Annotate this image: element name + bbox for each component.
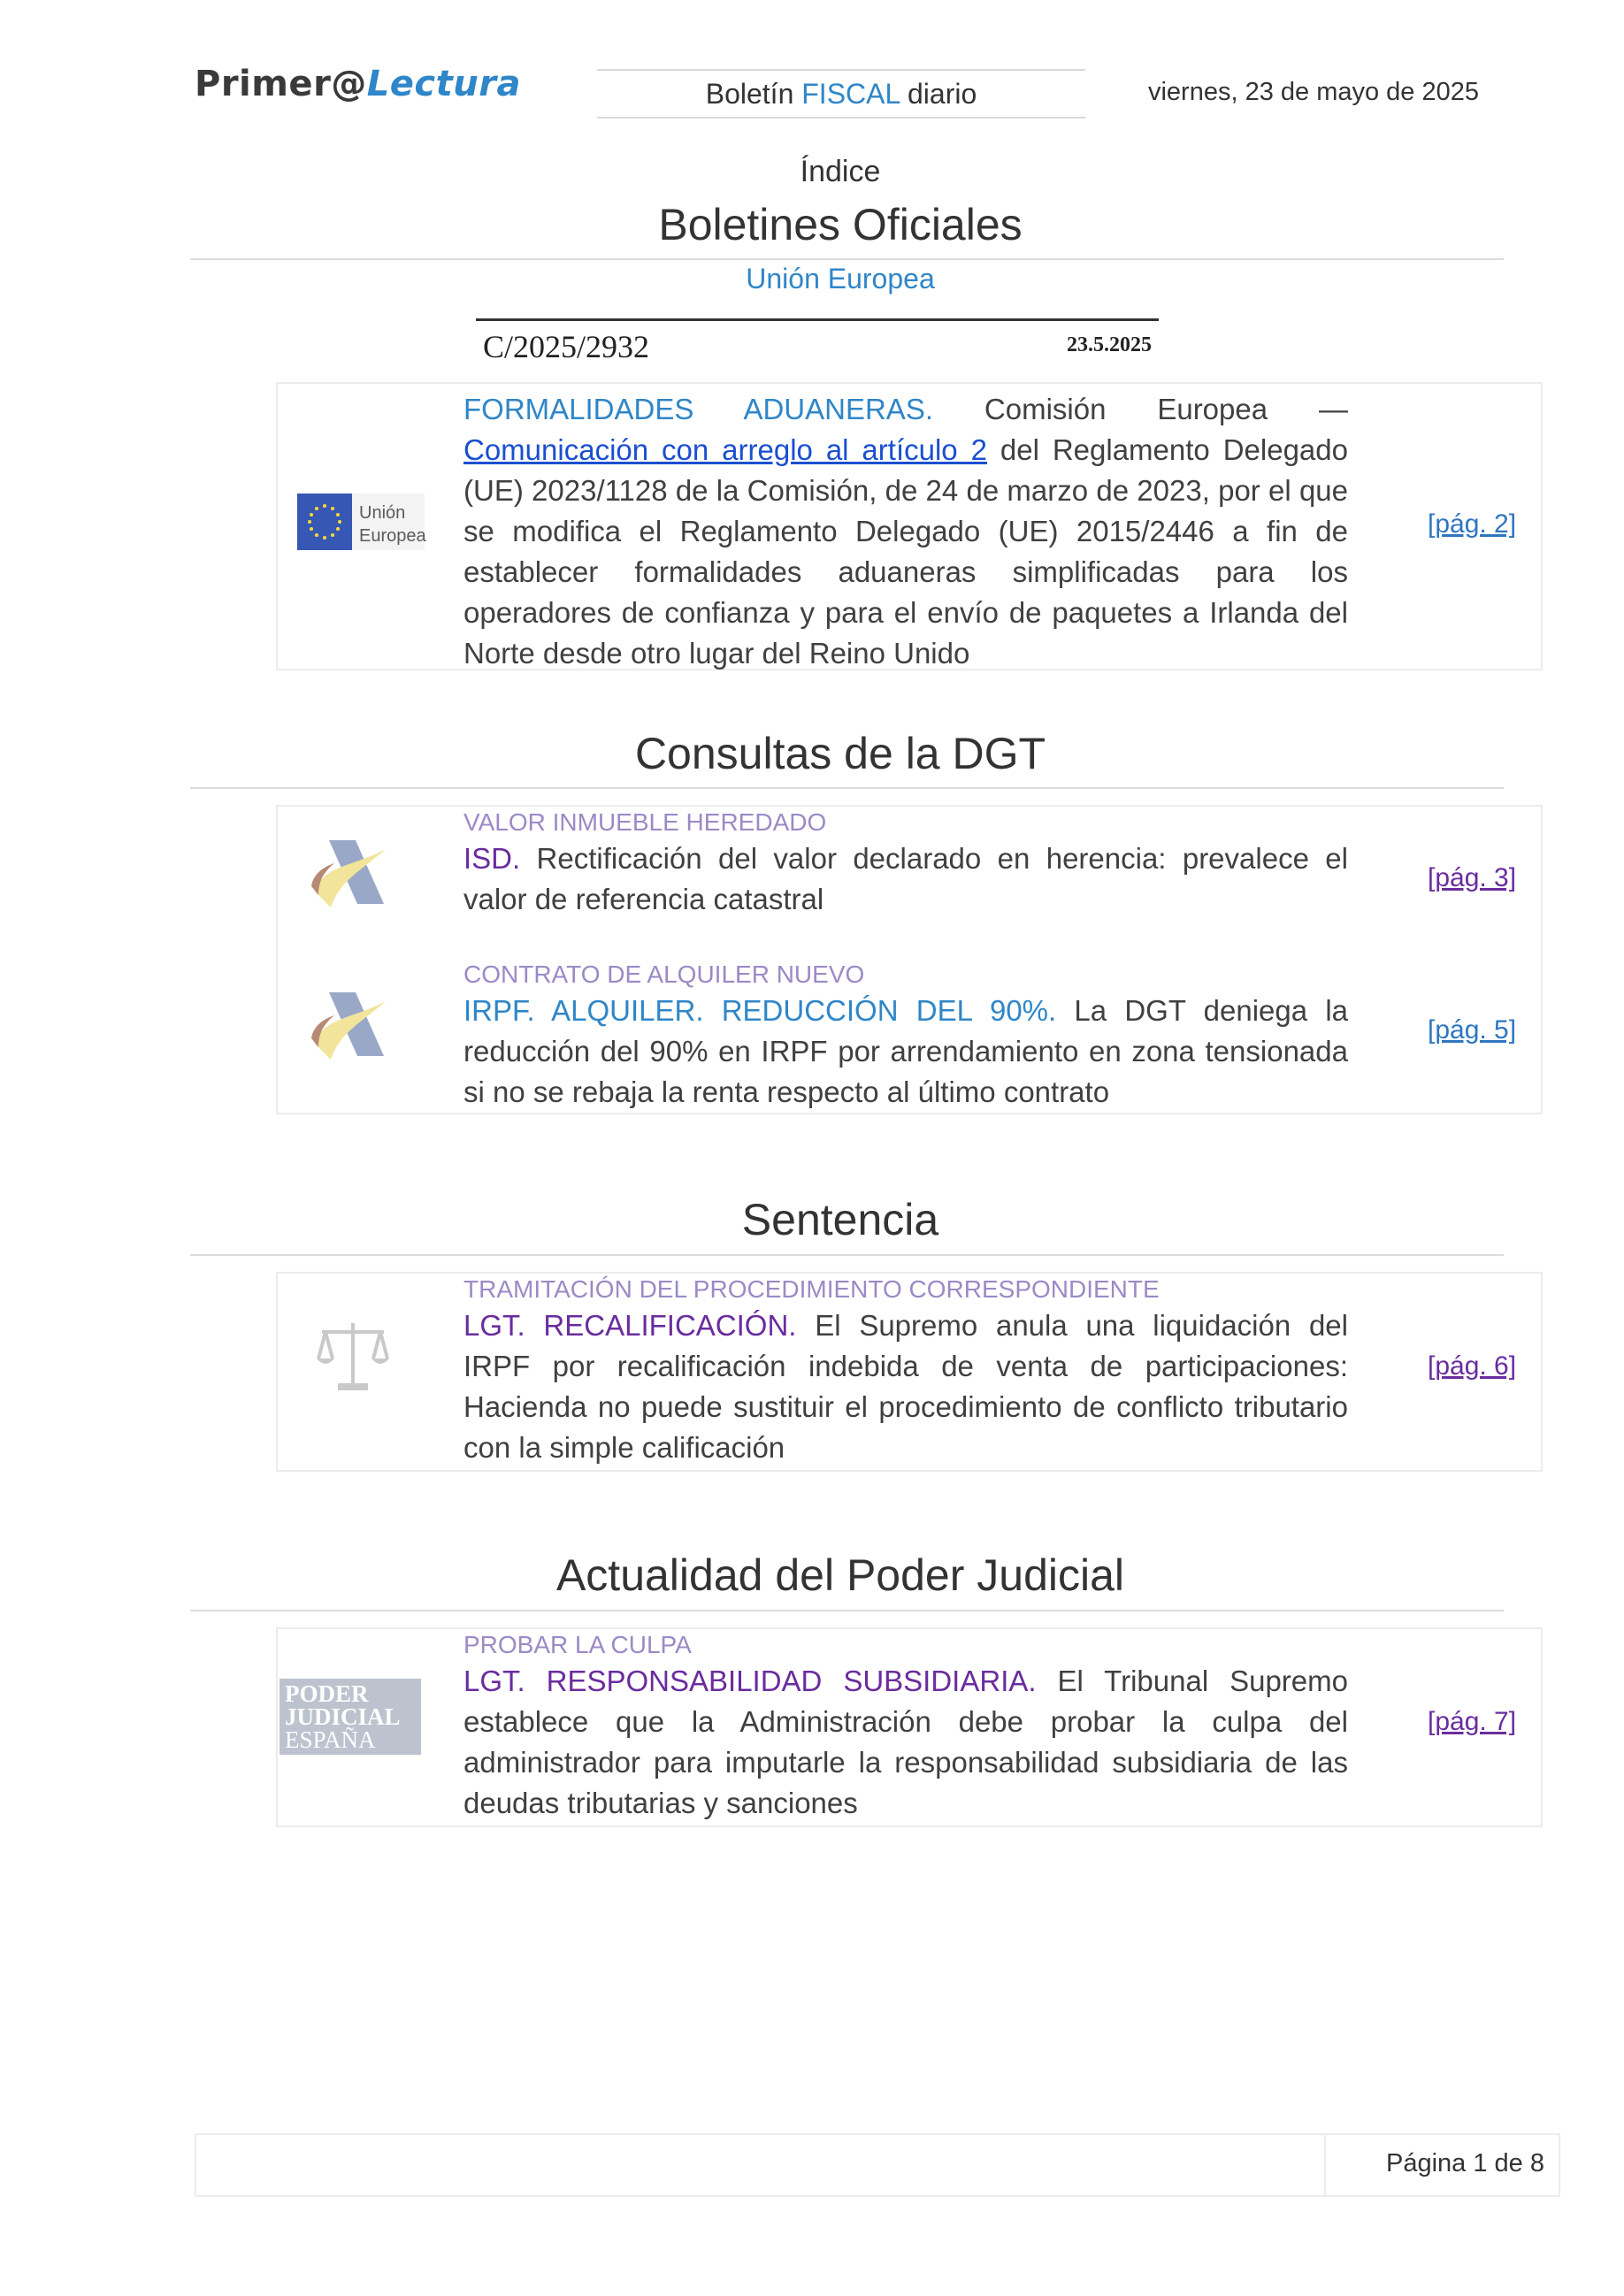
section-divider: [190, 1254, 1504, 1256]
entry-rest: El Supremo anula una liquidación del IRPF por recalificación indebida de venta de participaciones: Hacienda no puede sustituir el procedimiento de conflicto tributario con la simple calificación: [463, 1309, 1348, 1464]
section-divider: [190, 1610, 1504, 1611]
section-title-sentencia: Sentencia: [741, 1195, 939, 1244]
logo-part1: Primer@: [195, 64, 367, 104]
scales-of-justice-icon: [313, 1318, 393, 1397]
poder-judicial-logo-line3: ESPAÑA: [285, 1726, 376, 1753]
footer-separator: [1324, 2135, 1326, 2195]
subsection-union-europea: Unión Europea: [746, 263, 935, 295]
entry-tag: LGT. RECALIFICACIÓN.: [463, 1309, 797, 1342]
doue-reference-strip: [476, 318, 1159, 367]
bulletin-suffix: diario: [900, 78, 977, 110]
page-link-label[interactable]: [pág. 7]: [1428, 1707, 1517, 1736]
list-item: [278, 807, 1541, 957]
page-number: Página 1 de 8: [1386, 2149, 1544, 2177]
entry-rest: El Tribunal Supremo establece que la Administración debe probar la culpa del administrador para imputarle la responsabilidad subsidiaria de las deudas tributarias y sanciones: [463, 1665, 1348, 1819]
comunicacion-link[interactable]: Comunicación con arreglo al artículo 2: [463, 433, 987, 466]
page-link-label[interactable]: [pág. 6]: [1428, 1351, 1517, 1381]
card-dgt: [276, 805, 1543, 1114]
section-title-poder-judicial: Actualidad del Poder Judicial: [555, 1550, 1125, 1600]
section-divider: [190, 258, 1504, 260]
entry-tag: ISD.: [463, 842, 521, 875]
section-divider: [190, 787, 1504, 789]
page-footer: [195, 2133, 1560, 2197]
section-title-dgt: Consultas de la DGT: [634, 729, 1046, 778]
page-link[interactable]: [1428, 1015, 1516, 1045]
section-title-boletines: Boletines Oficiales: [658, 200, 1023, 249]
entry-text: [463, 959, 1348, 1113]
eu-logo-line2: Europea: [359, 526, 426, 546]
entry-kicker: PROBAR LA CULPA: [463, 1631, 692, 1658]
entry-rest: del Reglamento Delegado (UE) 2023/1128 de la Comisión, de 24 de marzo de 2023, por el que se modifica el Reglamento Delegado (UE) 2015/2446 a fin de establecer formalidades aduaneras simplificadas para los operadores de confianza y para el envío de paquetes a Irlanda del Norte desde otro lugar del Reino Unido: [463, 433, 1348, 670]
list-item: [278, 959, 1541, 1111]
page-link-label[interactable]: [pág. 5]: [1428, 1015, 1517, 1045]
card-poder-judicial: [276, 1627, 1543, 1827]
entry-text: [463, 807, 1348, 920]
poder-judicial-logo-line1: PODER: [285, 1680, 369, 1707]
entry-rest: Rectificación del valor declarado en herencia: prevalece el valor de referencia catastral: [463, 842, 1348, 915]
doue-number: C/2025/2932: [483, 329, 650, 364]
union-europea-logo-icon: [294, 490, 426, 554]
entry-tag: FORMALIDADES ADUANERAS.: [463, 393, 933, 425]
agencia-tributaria-logo-icon: [304, 833, 402, 913]
list-item: [278, 384, 1541, 669]
index-title: Índice: [800, 155, 881, 188]
entry-kicker: CONTRATO DE ALQUILER NUEVO: [463, 960, 865, 988]
page-link[interactable]: [1428, 509, 1516, 540]
header-date: viernes, 23 de mayo de 2025: [1147, 78, 1479, 106]
doue-date: 23.5.2025: [1067, 333, 1152, 356]
entry-kicker: TRAMITACIÓN DEL PROCEDIMIENTO CORRESPONDIENTE: [463, 1275, 1160, 1303]
entry-text: [463, 389, 1348, 674]
bulletin-title: [597, 69, 1085, 119]
logo-part2: Lectura: [366, 64, 521, 104]
eu-logo-line1: Unión: [359, 503, 406, 523]
agencia-tributaria-logo-icon: [304, 985, 402, 1065]
page-link[interactable]: [1428, 1707, 1516, 1737]
list-item: [278, 1629, 1541, 1825]
primera-lectura-logo: [195, 64, 521, 104]
entry-tag: IRPF. ALQUILER. REDUCCIÓN DEL 90%.: [463, 994, 1057, 1027]
page-link[interactable]: [1428, 1351, 1516, 1381]
page-link[interactable]: [1428, 863, 1516, 893]
page-link-label[interactable]: [pág. 2]: [1428, 509, 1517, 539]
entry-kicker: VALOR INMUEBLE HEREDADO: [463, 808, 827, 836]
entry-rest: La DGT deniega la reducción del 90% en IRPF por arrendamiento en zona tensionada si no se rebaja la renta respecto al último contrato: [463, 994, 1348, 1108]
poder-judicial-logo-line2: JUDICIAL: [285, 1703, 401, 1730]
card-boletines: [276, 382, 1543, 670]
entry-tag: LGT. RESPONSABILIDAD SUBSIDIARIA.: [463, 1665, 1037, 1697]
page-link-label[interactable]: [pág. 3]: [1428, 863, 1517, 892]
bulletin-prefix: Boletín: [705, 78, 802, 110]
entry-pre-link: Comisión Europea —: [933, 393, 1348, 425]
list-item: [278, 1274, 1541, 1470]
entry-text: [463, 1274, 1348, 1468]
bulletin-accent: FISCAL: [801, 78, 900, 110]
entry-text: [463, 1629, 1348, 1824]
poder-judicial-logo-icon: [280, 1679, 421, 1755]
card-sentencia: [276, 1272, 1543, 1472]
